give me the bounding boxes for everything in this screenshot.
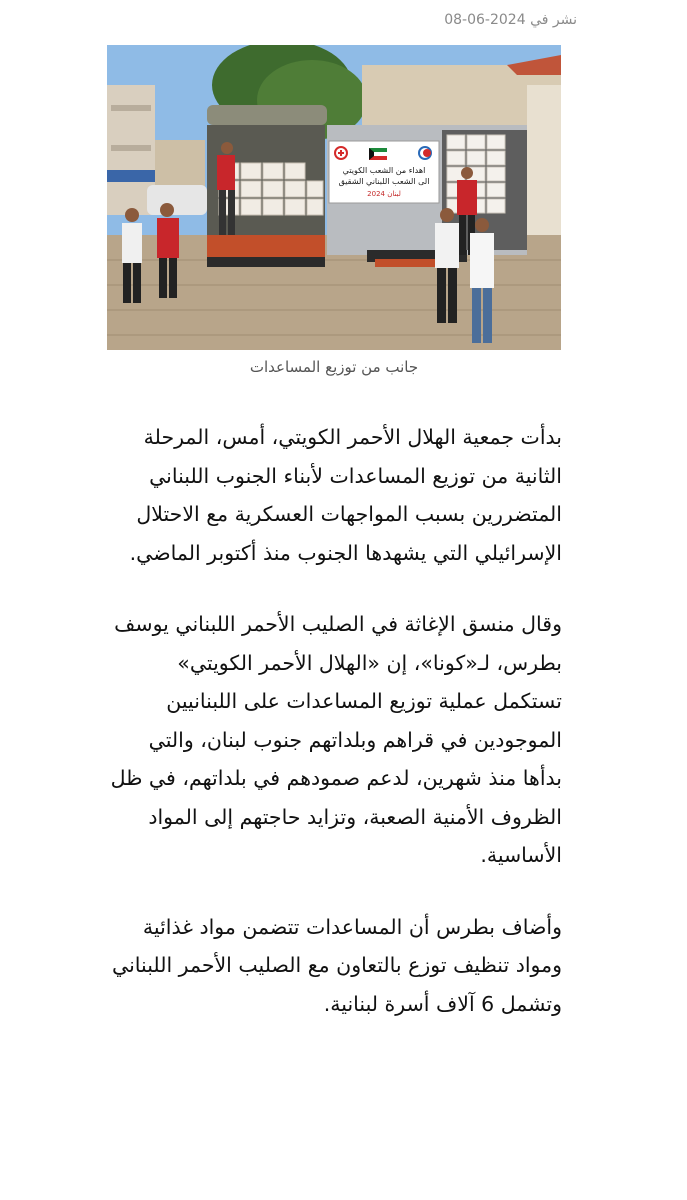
- banner-line-2: الى الشعب اللبناني الشقيق: [338, 177, 430, 186]
- article-paragraph-3: وأضاف بطرس أن المساعدات تتضمن مواد غذائية ومواد تنظيف توزع بالتعاون مع الصليب الأحمر اللبناني وتشمل 6 آلاف أسرة لبنانية.: [112, 914, 562, 1016]
- article-photo[interactable]: [107, 45, 561, 350]
- banner-line-1: اهداء من الشعب الكويتي: [342, 166, 426, 175]
- banner-line-3: لبنان 2024: [367, 190, 401, 198]
- photo-caption: جانب من توزيع المساعدات: [249, 358, 419, 376]
- article-body: [107, 418, 562, 1023]
- publish-date: نشر في 2024-06-08: [444, 12, 577, 28]
- aid-trucks-illustration: [107, 45, 561, 350]
- article-paragraph-1: بدأت جمعية الهلال الأحمر الكويتي، أمس، المرحلة الثانية من توزيع المساعدات لأبناء الجنوب اللبناني المتضررين بسبب المواجهات العسكرية مع الاحتلال الإسرائيلي التي يشهدها الجنوب منذ أكتوبر الماضي.: [129, 425, 562, 565]
- article-paragraph-2: وقال منسق الإغاثة في الصليب الأحمر اللبناني يوسف بطرس، لـ«كونا»، إن «الهلال الأحمر الكويتي» تستكمل عملية توزيع المساعدات على اللبنانيين الموجودين في قراهم وبلداتهم جنوب لبنان، والتي بدأها منذ شهرين، لدعم صمودهم في بلداتهم، في ظل الظروف الأمنية الصعبة، وتزايد حاجتهم إلى المواد الأساسية.: [110, 612, 562, 867]
